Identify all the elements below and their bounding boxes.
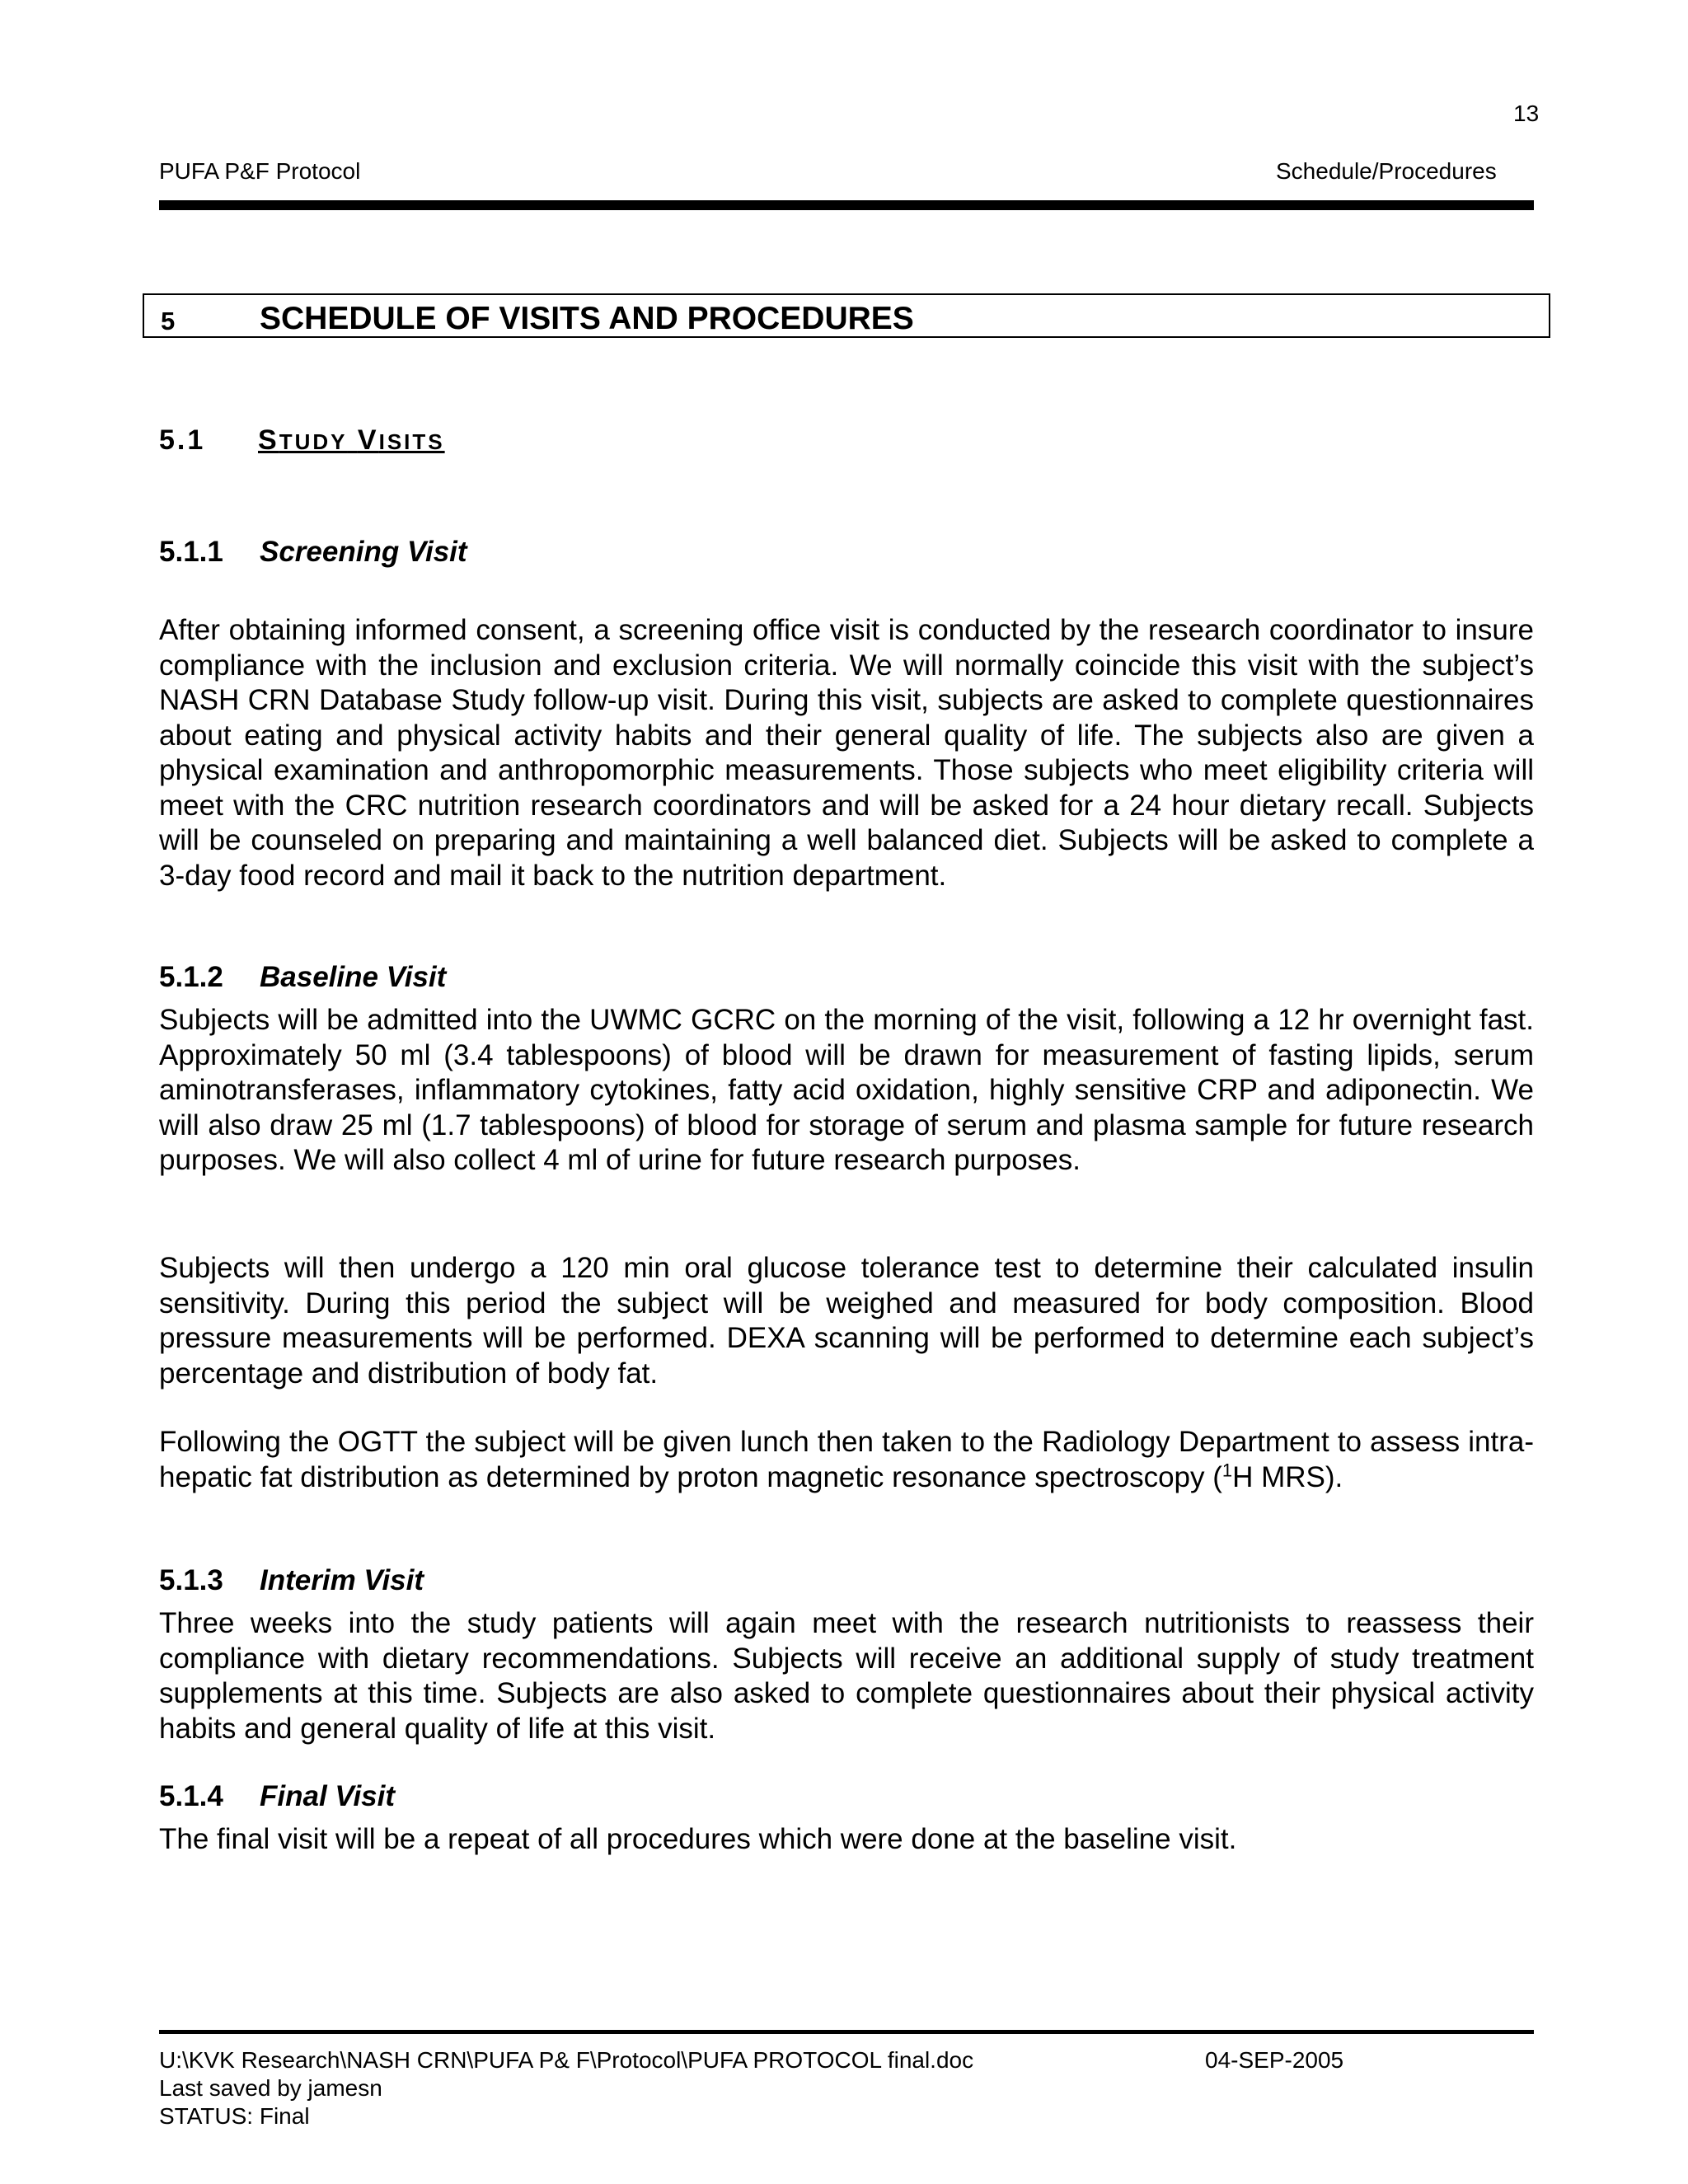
subsection-number: 5.1	[159, 424, 206, 456]
footer-status: STATUS: Final	[159, 2103, 310, 2129]
screening-visit-number: 5.1.1	[159, 536, 223, 568]
header-section-name: Schedule/Procedures	[1276, 158, 1497, 184]
header-document-title: PUFA P&F Protocol	[159, 158, 361, 184]
interim-visit-title: Interim Visit	[260, 1564, 424, 1596]
interim-visit-heading	[159, 1564, 424, 1597]
subsection-title: STUDY VISITS	[258, 424, 445, 456]
final-visit-heading	[159, 1780, 395, 1813]
footer-last-saved: Last saved by jamesn	[159, 2075, 382, 2101]
screening-visit-heading	[159, 536, 467, 569]
header-divider	[159, 200, 1534, 210]
final-visit-paragraph: The final visit will be a repeat of all procedures which were done at the baseline visit.	[159, 1823, 1237, 1855]
baseline-visit-paragraph-1: Subjects will be admitted into the UWMC GCRC on the morning of the visit, following a 12 hr overnight fast. Approximately 50 ml (3.4 tablespoons) of blood will be drawn for measurement of fasting lipids, serum aminotransferases, inflammatory cytokines, fatty acid oxidation, highly sensitive CRP and adiponectin. We will also draw 25 ml (1.7 tablespoons) of blood for storage of serum and plasma sample for future research purposes. We will also collect 4 ml of urine for future research purposes.	[159, 1004, 1534, 1176]
baseline-visit-title: Baseline Visit	[260, 961, 447, 993]
baseline-visit-heading	[159, 961, 446, 994]
section-number: 5	[161, 307, 176, 335]
footer-date: 04-SEP-2005	[1205, 2047, 1344, 2073]
final-visit-number: 5.1.4	[159, 1780, 223, 1812]
footer-divider	[159, 2030, 1534, 2034]
section-heading-box	[143, 293, 1550, 338]
screening-visit-paragraph: After obtaining informed consent, a screening office visit is conducted by the research coordinator to insure compliance with the inclusion and exclusion criteria. We will normally coincide this visit with the subject’s NASH CRN Database Study follow-up visit. During this visit, subjects are asked to complete questionnaires about eating and physical activity habits and their general quality of life. The subjects also are given a physical examination and anthropomorphic measurements. Those subjects who meet eligibility criteria will meet with the CRC nutrition research coordinators and will be asked for a 24 hour dietary recall. Subjects will be counseled on preparing and maintaining a well balanced diet. Subjects will be asked to complete a 3-day food record and mail it back to the nutrition department.	[159, 614, 1534, 892]
page-number: 13	[1513, 101, 1540, 126]
interim-visit-number: 5.1.3	[159, 1564, 223, 1596]
footer-file-path: U:\KVK Research\NASH CRN\PUFA P& F\Protocol\PUFA PROTOCOL final.doc	[159, 2047, 974, 2073]
interim-visit-paragraph: Three weeks into the study patients will again meet with the research nutritionists to reassess their compliance with dietary recommendations. Subjects will receive an additional supply of study treatment supplements at this time. Subjects are also asked to complete questionnaires about their physical activity habits and general quality of life at this visit.	[159, 1607, 1534, 1745]
final-visit-title: Final Visit	[260, 1780, 396, 1812]
baseline-visit-number: 5.1.2	[159, 961, 223, 993]
screening-visit-title: Screening Visit	[260, 536, 467, 568]
section-title: SCHEDULE OF VISITS AND PROCEDURES	[260, 301, 914, 336]
baseline-visit-paragraph-3: Following the OGTT the subject will be given lunch then taken to the Radiology Department to assess intra-hepatic fat distribution as determined by proton magnetic resonance spectroscopy ($^1$H MRS).	[159, 1426, 1534, 1493]
baseline-visit-paragraph-2: Subjects will then undergo a 120 min oral glucose tolerance test to determine their calculated insulin sensitivity. During this period the subject will be weighed and measured for body composition. Blood pressure measurements will be performed. DEXA scanning will be performed to determine each subject’s percentage and distribution of body fat.	[159, 1252, 1534, 1390]
